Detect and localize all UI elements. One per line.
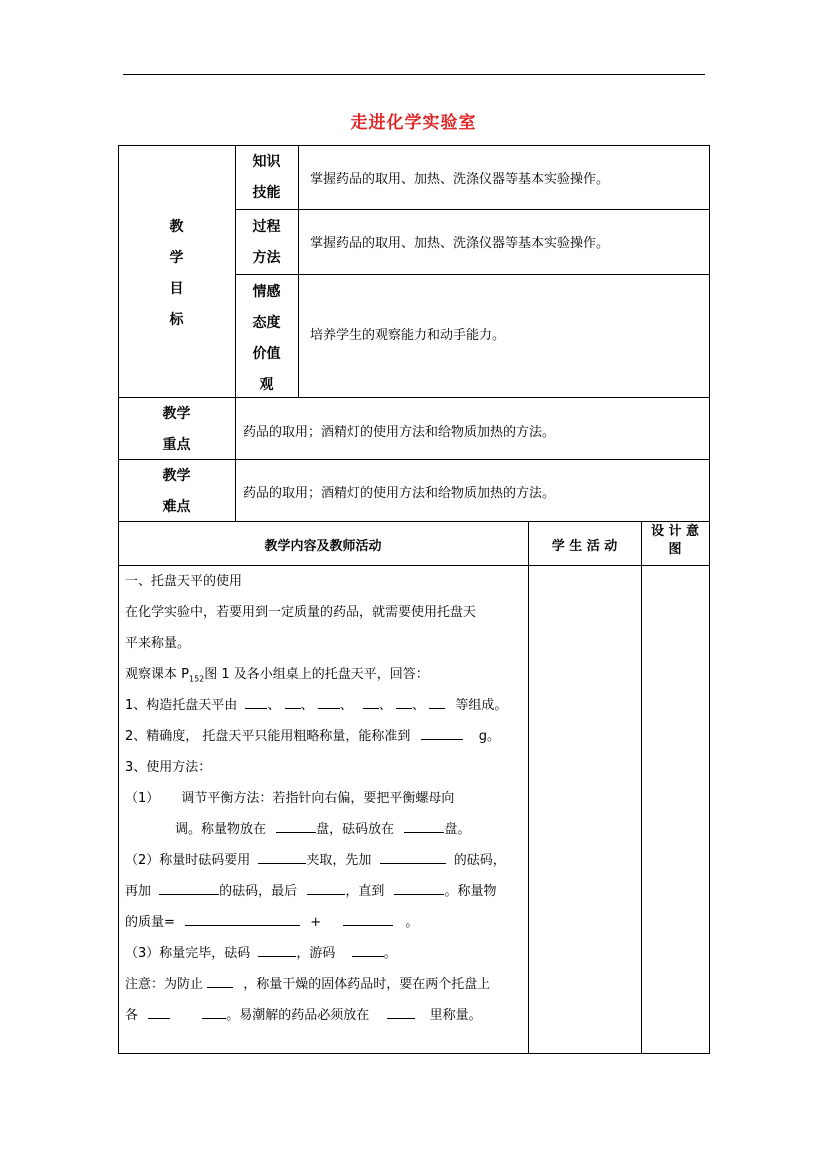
fill-blank — [276, 818, 316, 833]
objective-label-knowledge: 知识 技能 — [252, 154, 281, 201]
body-line: 2、精确度， 托盘天平只能用粗略称量，能称准到 g。 — [125, 721, 525, 752]
body-line: 一、托盘天平的使用 — [125, 574, 243, 589]
objective-content-knowledge: 掌握药品的取用、加热、洗涤仪器等基本实验操作。 — [310, 172, 610, 187]
page-title: 走进化学实验室 — [350, 113, 477, 133]
fill-blank — [318, 694, 340, 709]
fill-blank — [148, 1004, 170, 1019]
objective-label-process: 过程 方法 — [252, 219, 281, 266]
fill-blank — [352, 942, 384, 957]
fill-blank — [421, 725, 463, 740]
fill-blank — [363, 694, 379, 709]
fill-blank — [258, 942, 296, 957]
fill-blank — [285, 694, 301, 709]
fill-blank — [387, 1004, 415, 1019]
fill-blank — [245, 694, 267, 709]
fill-blank — [404, 818, 444, 833]
body-line: 1、构造托盘天平由 、 、 、 、 、 等组成。 — [125, 690, 525, 721]
fill-blank — [380, 849, 446, 864]
fill-blank — [202, 1004, 226, 1019]
fill-blank — [343, 911, 393, 926]
header-student: 学 生 活 动 — [551, 539, 618, 554]
objective-content-attitude: 培养学生的观察能力和动手能力。 — [310, 328, 506, 343]
header-content: 教学内容及教师活动 — [264, 539, 382, 554]
objective-label-attitude: 情感 态度 价值 观 — [252, 284, 281, 393]
fill-blank — [307, 880, 345, 895]
body-line: 平来称量。 — [125, 636, 191, 651]
header-rule — [123, 74, 705, 75]
body-line: （1） 调节平衡方法：若指针向右偏，要把平衡螺母向 — [125, 791, 455, 806]
fill-blank — [429, 694, 445, 709]
key-point-label: 教学 重点 — [162, 406, 191, 453]
objectives-label: 教 学 目 标 — [169, 219, 184, 328]
fill-blank — [159, 880, 219, 895]
fill-blank — [207, 973, 233, 988]
fill-blank — [258, 849, 306, 864]
header-design: 设 计 意 图 — [650, 524, 700, 557]
objective-content-process: 掌握药品的取用、加热、洗涤仪器等基本实验操作。 — [310, 236, 610, 251]
body-line: （3）称量完毕，砝码 ，游码 。 — [125, 938, 525, 969]
difficulty-content: 药品的取用；酒精灯的使用方法和给物质加热的方法。 — [243, 486, 556, 501]
key-point-content: 药品的取用；酒精灯的使用方法和给物质加热的方法。 — [243, 425, 556, 440]
body-line: 再加 的砝码，最后 ，直到 。称量物 — [125, 876, 525, 907]
body-line: 3、使用方法： — [125, 760, 212, 775]
body-line: 各 。易潮解的药品必须放在 里称量。 — [125, 1000, 525, 1031]
fill-blank — [396, 694, 412, 709]
body-line: 在化学实验中，若要用到一定质量的药品，就需要使用托盘天 — [125, 605, 477, 620]
fill-blank — [394, 880, 444, 895]
body-line: （2）称量时砝码要用 夹取，先加 的砝码， — [125, 845, 525, 876]
body-line: 的质量= + 。 — [125, 907, 525, 938]
body-line: 注意：为防止 ，称量干燥的固体药品时，要在两个托盘上 — [125, 969, 525, 1000]
body-line: 观察课本 $P_{152}$图 1 及各小组桌上的托盘天平，回答： — [125, 667, 429, 684]
difficulty-label: 教学 难点 — [162, 468, 191, 515]
body-line: 调。称量物放在 盘，砝码放在 盘。 — [125, 814, 525, 845]
lesson-body — [125, 566, 525, 1031]
fill-blank — [185, 911, 300, 926]
